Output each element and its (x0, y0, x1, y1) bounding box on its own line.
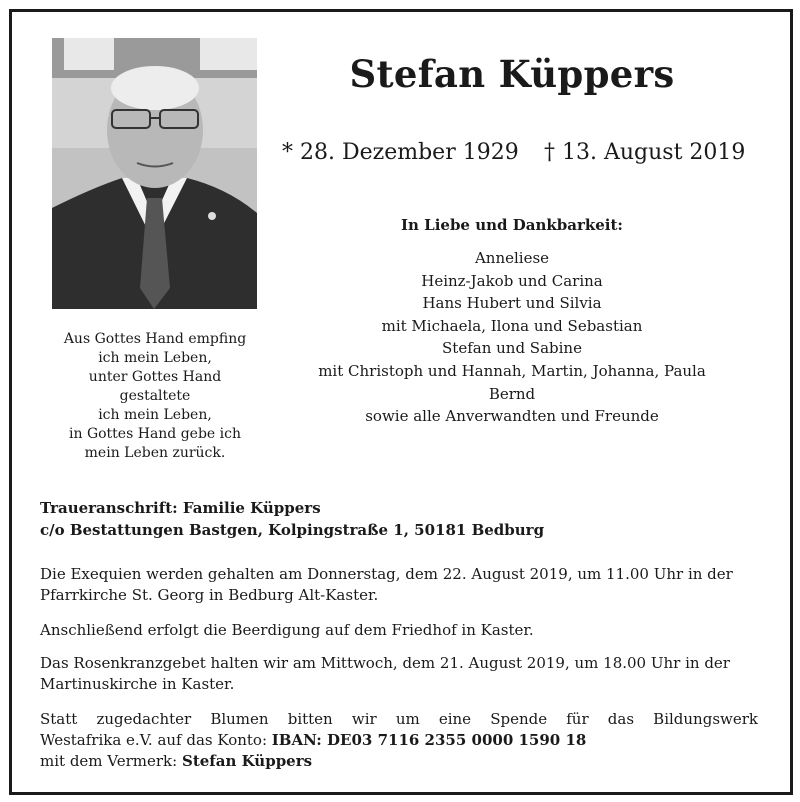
mourner-line: Bernd (488, 384, 536, 403)
exequien-notice (40, 564, 758, 606)
mourner-line: mit Michaela, Ilona und Sebastian (381, 316, 643, 335)
verse-line: ich mein Leben, (98, 350, 212, 366)
mourner-line: Stefan und Sabine (442, 339, 582, 358)
mourners-heading: In Liebe und Dankbarkeit: (401, 216, 623, 234)
exequien-line-1: Die Exequien werden gehalten am Donnerstag, dem 22. August 2019, um 11.00 Uhr in der (40, 565, 733, 583)
donation-notice (40, 709, 758, 772)
mourners-list (272, 247, 752, 428)
deceased-name: Stefan Küppers (349, 52, 675, 96)
rosary-line-1: Das Rosenkranzgebet halten wir am Mittwoch, dem 21. August 2019, um 18.00 Uhr in der (40, 654, 730, 672)
burial-notice (40, 620, 758, 641)
mourner-line: Hans Hubert und Silvia (422, 294, 602, 313)
donation-line-2 (40, 730, 758, 751)
mourner-line: mit Christoph und Hannah, Martin, Johanna, Paula (318, 361, 706, 380)
reference-label: mit dem Vermerk: (40, 752, 182, 770)
rosary-line-2: Martinuskirche in Kaster. (40, 675, 235, 693)
verse-line: in Gottes Hand gebe ich (69, 426, 241, 442)
donation-line-3 (40, 751, 758, 772)
iban: IBAN: DE03 7116 2355 0000 1590 18 (271, 731, 587, 749)
death-date: † 13. August 2019 (544, 140, 746, 165)
verse-line: mein Leben zurück. (84, 445, 226, 461)
mourning-address (40, 497, 760, 541)
verse-line: unter Gottes Hand (88, 369, 222, 385)
address-line-2: c/o Bestattungen Bastgen, Kolpingstraße 1, 50181 Bedburg (40, 521, 545, 539)
mourner-line: Anneliese (474, 249, 550, 267)
mourner-line: Heinz-Jakob und Carina (421, 271, 603, 290)
mourner-line: sowie alle Anverwandten und Freunde (365, 407, 659, 426)
donation-text: Westafrika e.V. auf das Konto: (40, 731, 272, 749)
exequien-line-2: Pfarrkirche St. Georg in Bedburg Alt-Kaster. (40, 586, 379, 604)
bible-verse (35, 330, 275, 463)
address-line-1: Traueranschrift: Familie Küppers (40, 499, 321, 517)
verse-line: Aus Gottes Hand empfing (63, 331, 247, 347)
portrait-photo (52, 38, 257, 309)
burial-line: Anschließend erfolgt die Beerdigung auf dem Friedhof in Kaster. (40, 621, 534, 639)
rosary-notice (40, 653, 758, 695)
verse-line: gestaltete (119, 388, 191, 404)
birth-date: * 28. Dezember 1929 (282, 140, 519, 165)
donation-line-1: Statt zugedachter Blumen bitten wir um eine Spende für das Bildungswerk (40, 710, 758, 728)
verse-line: ich mein Leben, (98, 407, 212, 423)
donation-reference: Stefan Küppers (181, 752, 313, 770)
